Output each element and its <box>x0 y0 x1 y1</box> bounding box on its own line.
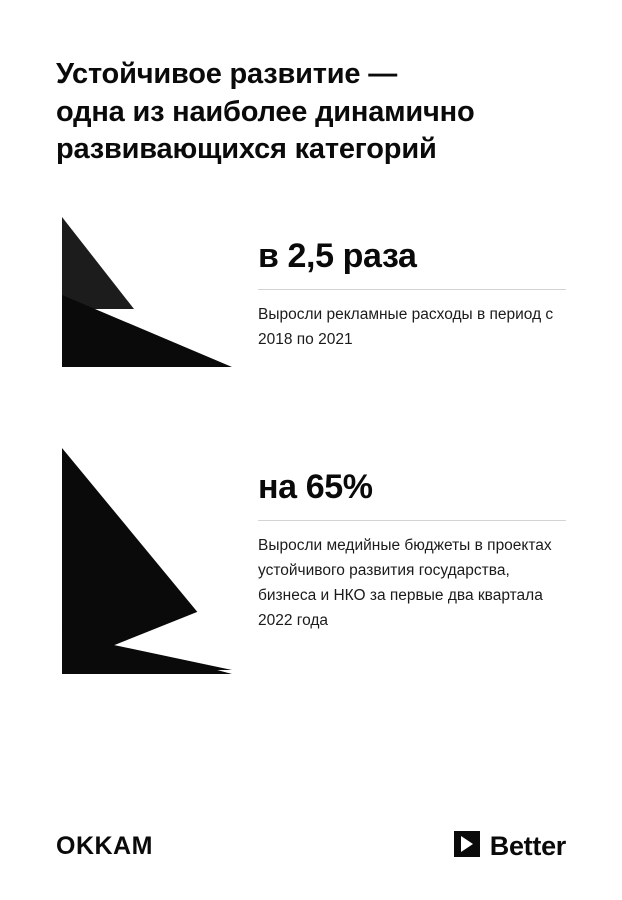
stat-block-1 <box>56 217 566 372</box>
headline-line-3: развивающихся категорий <box>56 133 437 166</box>
triangle-chart-mark-icon <box>56 217 232 372</box>
page-title <box>56 0 566 169</box>
okkam-logo <box>56 832 153 861</box>
headline-line-1: Устойчивое развитие — <box>56 58 397 90</box>
okkam-wordmark-text: OKKAM <box>56 832 153 860</box>
better-square-icon <box>454 831 480 862</box>
stat-1-description: Выросли рекламные расходы в период с 2018 по 2021 <box>258 305 554 348</box>
stat-2-text <box>232 448 566 633</box>
better-wordmark-text: Better <box>489 831 566 861</box>
triangle-chart-mark-icon <box>56 448 232 680</box>
stat-2-value: на 65% <box>258 468 373 507</box>
better-logo <box>454 831 566 862</box>
stat-block-2 <box>56 448 566 680</box>
stat-2-description: Выросли медийные бюджеты в проектах устойчивого развития государства, бизнеса и НКО за первые два квартала 2022 года <box>258 536 552 630</box>
headline-line-2: одна из наиболее динамично <box>56 95 475 128</box>
footer <box>56 831 566 862</box>
stat-1-text <box>232 217 566 352</box>
stat-1-value: в 2,5 раза <box>258 237 417 276</box>
